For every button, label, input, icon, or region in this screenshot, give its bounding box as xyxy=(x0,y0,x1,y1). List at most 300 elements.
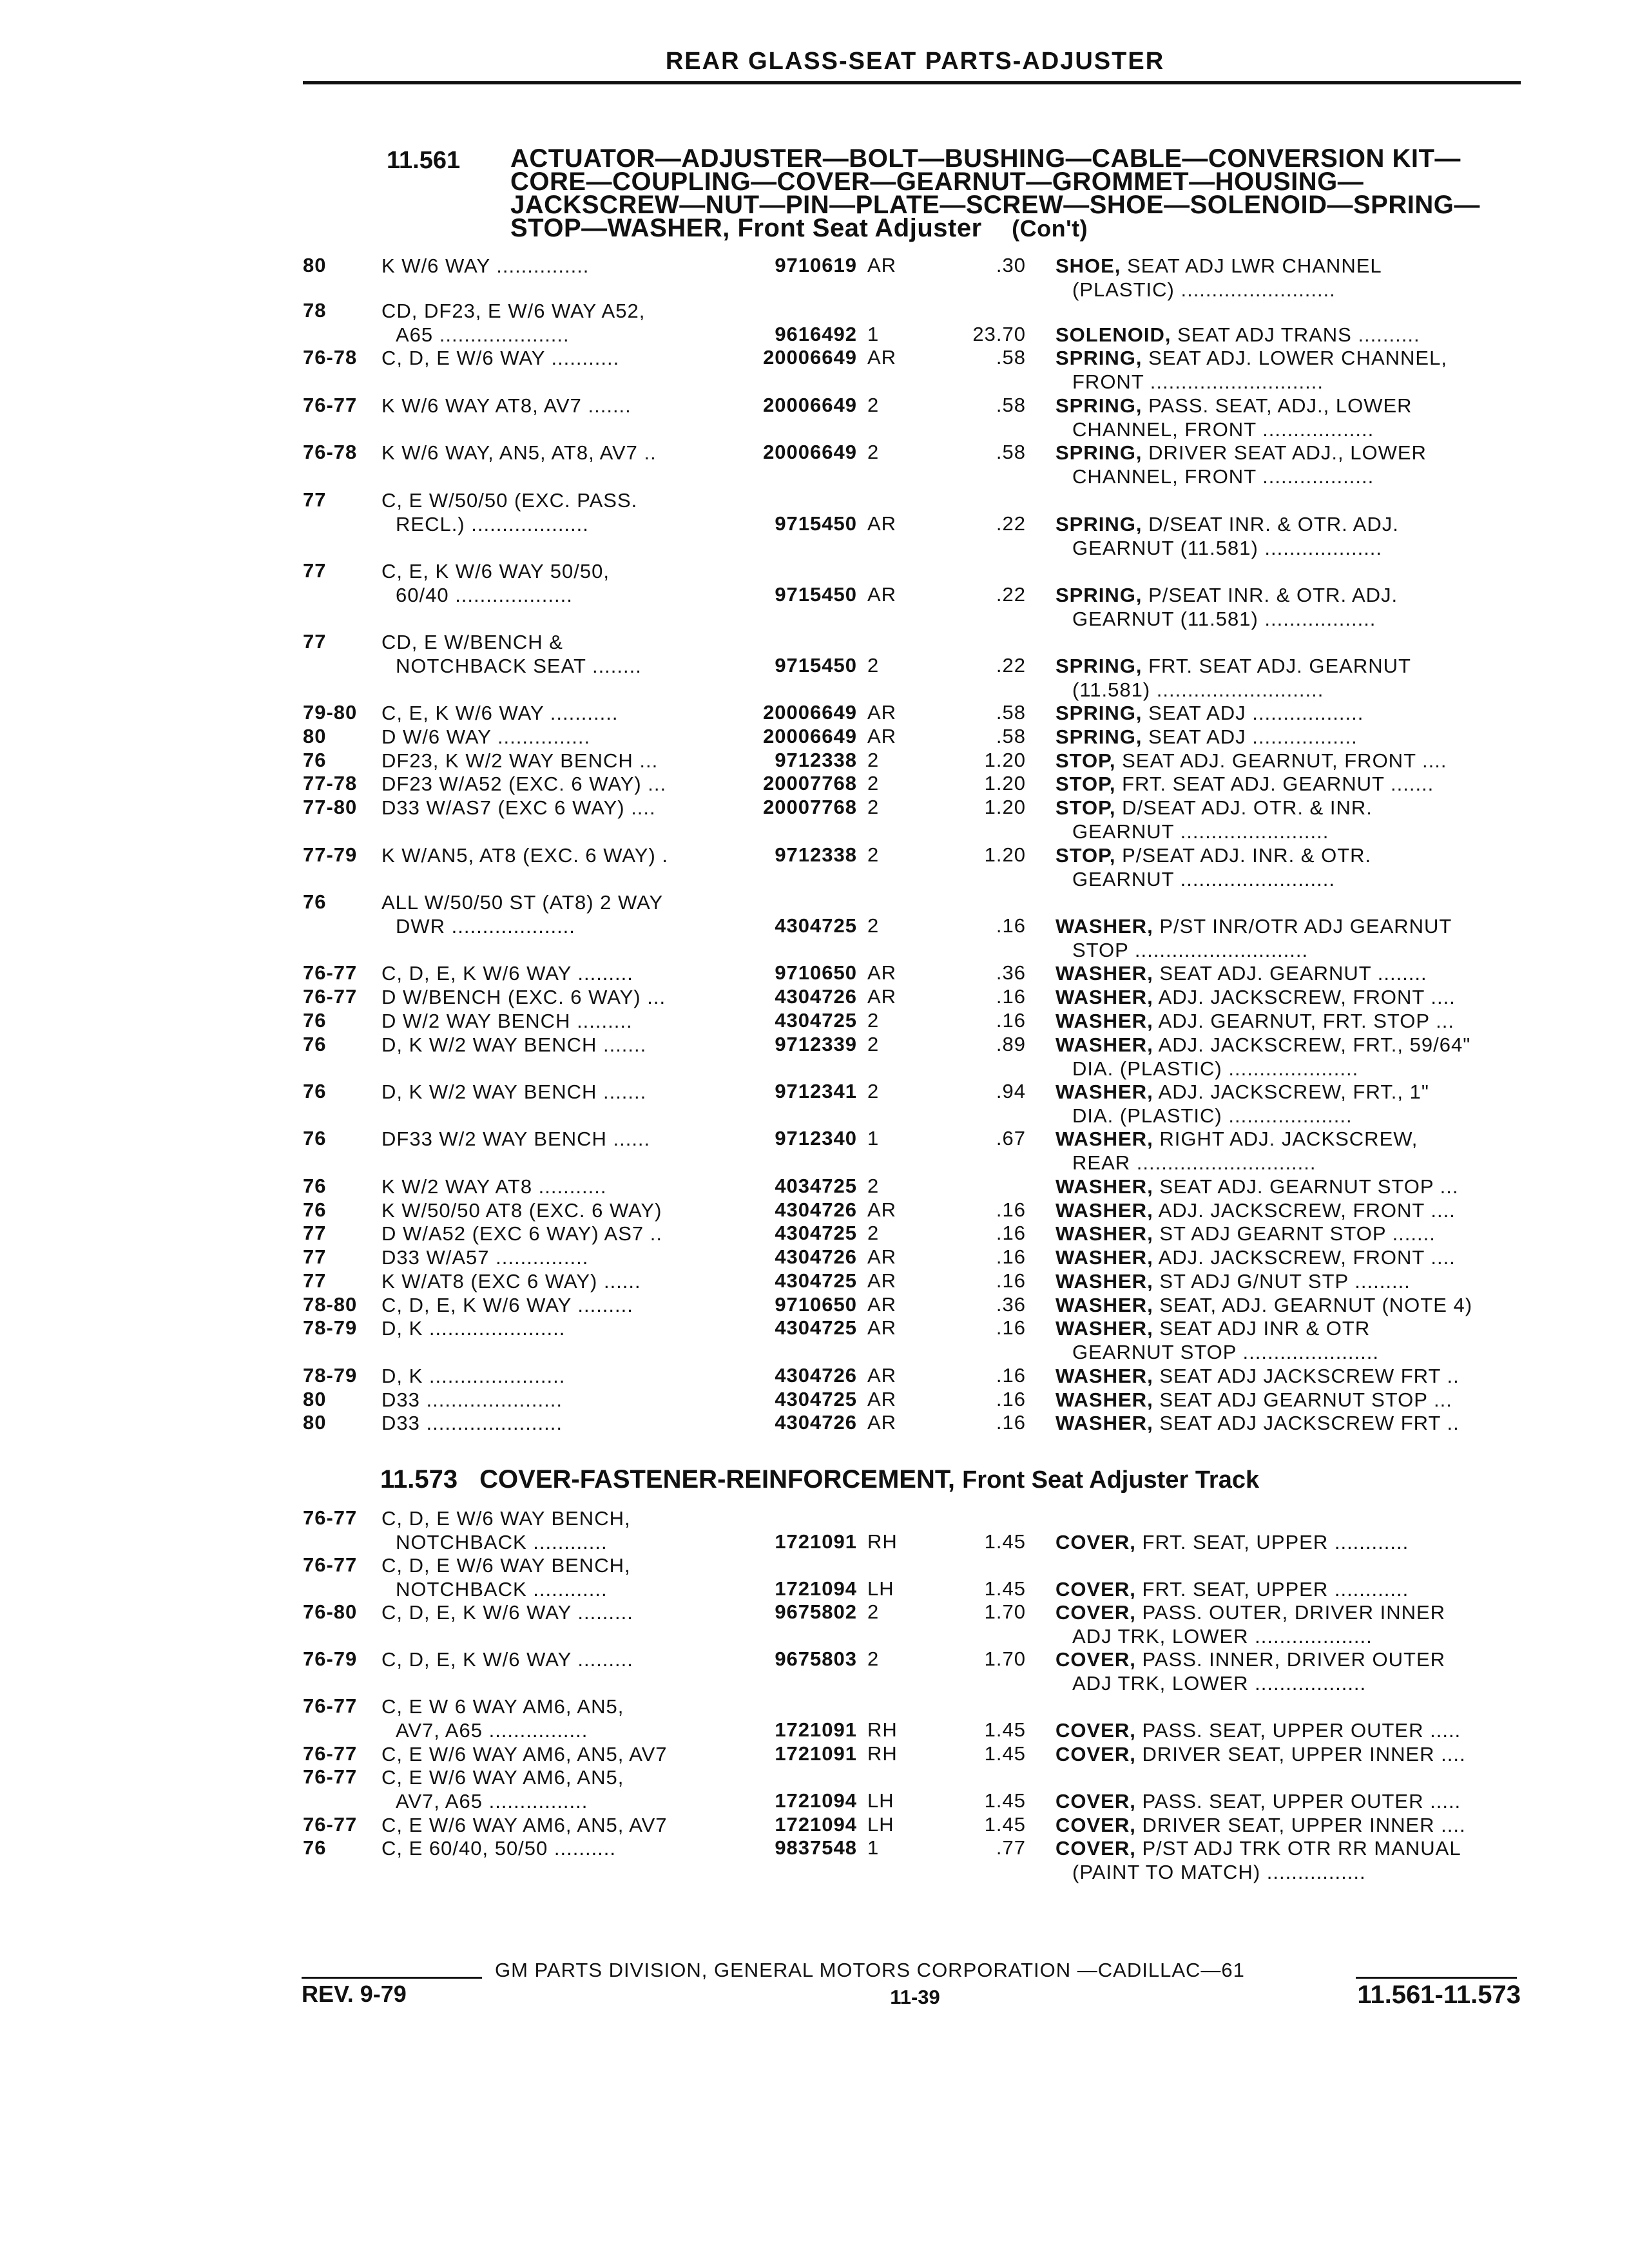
price: .22 xyxy=(996,654,1026,677)
description-keyword: WASHER, xyxy=(1055,1270,1153,1293)
description-keyword: WASHER, xyxy=(1055,1081,1153,1103)
section-title: COVER-FASTENER-REINFORCEMENT, xyxy=(479,1465,955,1494)
description-cell xyxy=(1055,701,1519,725)
description-text: ADJ. JACKSCREW, FRT., 1" xyxy=(1158,1081,1429,1103)
ref-number: 77-79 xyxy=(303,843,358,866)
part-number: 4304726 xyxy=(775,1198,857,1221)
part-number: 9712338 xyxy=(775,749,857,771)
quantity: 2 xyxy=(867,796,880,818)
description-cell xyxy=(1055,961,1519,985)
price: .16 xyxy=(996,1388,1026,1410)
description-text: SEAT ADJ .................. xyxy=(1148,702,1364,724)
description-keyword: WASHER, xyxy=(1055,1010,1153,1032)
header-rule xyxy=(303,81,1521,84)
ref-number: 77-80 xyxy=(303,796,358,818)
description-cell xyxy=(1055,914,1519,962)
section-number: 11.561 xyxy=(387,147,461,174)
description-cell xyxy=(1055,323,1519,347)
application-line: A65 ..................... xyxy=(396,323,570,346)
part-number: 1721091 xyxy=(775,1530,857,1553)
quantity: LH xyxy=(867,1577,894,1600)
description-keyword: WASHER, xyxy=(1055,1294,1153,1316)
quantity: 2 xyxy=(867,1033,880,1055)
price: .58 xyxy=(996,701,1026,724)
ref-number: 80 xyxy=(303,1411,327,1434)
description-keyword: COVER, xyxy=(1055,1790,1136,1812)
price: 1.70 xyxy=(984,1600,1026,1623)
description-continuation: GEARNUT (11.581) .................. xyxy=(1072,608,1376,630)
quantity: RH xyxy=(867,1718,898,1741)
application-line: D W/A52 (EXC 6 WAY) AS7 .. xyxy=(381,1222,662,1245)
footer-rule-right xyxy=(1356,1977,1517,1979)
description-keyword: WASHER, xyxy=(1055,1175,1153,1198)
application-line: CD, DF23, E W/6 WAY A52, xyxy=(381,300,646,322)
quantity: AR xyxy=(867,1198,897,1221)
description-text: SEAT ADJ TRANS .......... xyxy=(1177,323,1420,346)
quantity: 2 xyxy=(867,749,880,771)
description-keyword: COVER, xyxy=(1055,1648,1136,1671)
section-title-suffix: Front Seat Adjuster Track xyxy=(962,1466,1260,1494)
ref-number: 76-77 xyxy=(303,1742,358,1765)
footer-page-number: 11-39 xyxy=(890,1986,940,2008)
quantity: AR xyxy=(867,254,897,276)
price: 1.20 xyxy=(984,843,1026,866)
price: .16 xyxy=(996,1316,1026,1339)
description-cell xyxy=(1055,1245,1519,1269)
description-continuation: DIA. (PLASTIC) .................... xyxy=(1072,1104,1353,1127)
price: .77 xyxy=(996,1836,1026,1859)
application-line: C, E, K W/6 WAY 50/50, xyxy=(381,560,610,582)
table-row xyxy=(0,1695,1629,1746)
section-number: 11.573 xyxy=(380,1465,458,1494)
description-cell xyxy=(1055,725,1519,749)
application-line: D, K W/2 WAY BENCH ....... xyxy=(381,1033,647,1056)
description-cell xyxy=(1055,1033,1519,1081)
description-continuation: CHANNEL, FRONT .................. xyxy=(1072,418,1374,441)
part-number: 4304725 xyxy=(775,1009,857,1032)
description-continuation: GEARNUT STOP ...................... xyxy=(1072,1341,1379,1363)
description-text: DRIVER SEAT, UPPER INNER .... xyxy=(1142,1743,1466,1765)
application-line: K W/6 WAY ............... xyxy=(381,255,590,277)
description-keyword: SPRING, xyxy=(1055,726,1142,748)
description-keyword: SPRING, xyxy=(1055,394,1142,417)
description-text: SEAT ADJ. GEARNUT STOP ... xyxy=(1159,1175,1459,1198)
table-row xyxy=(0,254,1629,305)
application-line: C, D, E W/6 WAY ........... xyxy=(381,347,620,369)
price: 1.45 xyxy=(984,1813,1026,1836)
quantity: 2 xyxy=(867,654,880,677)
quantity: 2 xyxy=(867,394,880,416)
ref-number: 76-77 xyxy=(303,1506,358,1529)
description-text: ADJ. JACKSCREW, FRT., 59/64" xyxy=(1158,1033,1471,1056)
section-title-suffix: (Con't) xyxy=(1012,215,1088,242)
price: .16 xyxy=(996,1222,1026,1244)
table-row xyxy=(0,796,1629,847)
application-line: C, E W/50/50 (EXC. PASS. xyxy=(381,489,638,512)
description-cell xyxy=(1055,1742,1519,1766)
description-text: FRT. SEAT ADJ. GEARNUT ....... xyxy=(1122,773,1434,795)
ref-number: 76 xyxy=(303,1127,327,1149)
price: .36 xyxy=(996,961,1026,984)
ref-number: 76-80 xyxy=(303,1600,358,1623)
part-number: 4034725 xyxy=(775,1175,857,1197)
part-number: 20006649 xyxy=(763,701,857,724)
quantity: AR xyxy=(867,1269,897,1292)
ref-number: 76-77 xyxy=(303,1813,358,1836)
part-number: 9715450 xyxy=(775,583,857,606)
application-line: K W/2 WAY AT8 ........... xyxy=(381,1175,607,1198)
price: .16 xyxy=(996,1198,1026,1221)
footer-rule-left xyxy=(302,1977,482,1979)
part-number: 1721094 xyxy=(775,1577,857,1600)
description-cell xyxy=(1055,1530,1519,1554)
description-keyword: WASHER, xyxy=(1055,962,1153,985)
quantity: 1 xyxy=(867,1836,880,1859)
description-continuation: ADJ TRK, LOWER ................... xyxy=(1072,1625,1373,1648)
page-title: REAR GLASS-SEAT PARTS-ADJUSTER xyxy=(665,48,1165,75)
description-keyword: STOP, xyxy=(1055,796,1116,819)
section-title-line: CORE—COUPLING—COVER—GEARNUT—GROMMET—HOUSING— xyxy=(510,168,1364,196)
quantity: AR xyxy=(867,725,897,747)
table-row xyxy=(0,1411,1629,1463)
description-cell xyxy=(1055,1175,1519,1198)
quantity: AR xyxy=(867,701,897,724)
application-line: D W/6 WAY ............... xyxy=(381,726,591,748)
description-continuation: GEARNUT (11.581) ................... xyxy=(1072,537,1383,559)
part-number: 1721091 xyxy=(775,1718,857,1741)
application-line: D33 W/AS7 (EXC 6 WAY) .... xyxy=(381,796,656,819)
application-line: D, K W/2 WAY BENCH ....... xyxy=(381,1081,647,1103)
section-heading-11573 xyxy=(380,1465,1527,1494)
description-text: FRT. SEAT, UPPER ............ xyxy=(1142,1578,1409,1600)
application-line: D W/BENCH (EXC. 6 WAY) ... xyxy=(381,986,666,1008)
application-line: D, K ...................... xyxy=(381,1317,566,1340)
description-cell xyxy=(1055,654,1519,702)
application-line: D W/2 WAY BENCH ......... xyxy=(381,1010,633,1032)
description-keyword: WASHER, xyxy=(1055,1128,1153,1150)
description-text: PASS. OUTER, DRIVER INNER xyxy=(1142,1601,1446,1624)
quantity: AR xyxy=(867,1364,897,1387)
description-text: PASS. SEAT, UPPER OUTER ..... xyxy=(1142,1790,1461,1812)
description-cell xyxy=(1055,1648,1519,1695)
table-row xyxy=(0,299,1629,351)
quantity: LH xyxy=(867,1813,894,1836)
description-keyword: WASHER, xyxy=(1055,1222,1153,1245)
description-cell xyxy=(1055,1127,1519,1175)
table-row xyxy=(0,843,1629,895)
description-keyword: COVER, xyxy=(1055,1531,1136,1553)
description-keyword: SHOE, xyxy=(1055,255,1121,277)
application-line: C, D, E, K W/6 WAY ......... xyxy=(381,1648,633,1671)
part-number: 20006649 xyxy=(763,441,857,463)
description-cell xyxy=(1055,1293,1519,1317)
part-number: 20006649 xyxy=(763,725,857,747)
description-continuation: (PLASTIC) ......................... xyxy=(1072,278,1336,301)
application-line: DF23 W/A52 (EXC. 6 WAY) ... xyxy=(381,773,667,795)
description-text: ADJ. JACKSCREW, FRONT .... xyxy=(1158,1199,1456,1222)
footer-corporation: GM PARTS DIVISION, GENERAL MOTORS CORPORATION —CADILLAC—61 xyxy=(495,1959,1245,1981)
table-row xyxy=(0,346,1629,398)
description-text: SEAT, ADJ. GEARNUT (NOTE 4) xyxy=(1159,1294,1473,1316)
description-text: ADJ. JACKSCREW, FRONT .... xyxy=(1158,986,1456,1008)
description-continuation: (PAINT TO MATCH) ................ xyxy=(1072,1861,1366,1883)
part-number: 9712340 xyxy=(775,1127,857,1149)
description-keyword: SPRING, xyxy=(1055,347,1142,369)
quantity: 2 xyxy=(867,843,880,866)
quantity: 1 xyxy=(867,323,880,345)
quantity: AR xyxy=(867,1411,897,1434)
part-number: 4304726 xyxy=(775,1245,857,1268)
application-line: C, E W/6 WAY AM6, AN5, xyxy=(381,1766,624,1789)
part-number: 9715450 xyxy=(775,512,857,535)
ref-number: 77 xyxy=(303,1269,327,1292)
application-line: AV7, A65 ................ xyxy=(396,1719,588,1742)
quantity: AR xyxy=(867,1316,897,1339)
price: 1.45 xyxy=(984,1577,1026,1600)
quantity: 1 xyxy=(867,1127,880,1149)
ref-number: 76-78 xyxy=(303,346,358,369)
price: 1.45 xyxy=(984,1789,1026,1812)
description-keyword: COVER, xyxy=(1055,1719,1136,1742)
description-cell xyxy=(1055,1316,1519,1364)
description-text: RIGHT ADJ. JACKSCREW, xyxy=(1159,1128,1418,1150)
price: .58 xyxy=(996,346,1026,369)
description-text: P/ST INR/OTR ADJ GEARNUT xyxy=(1159,915,1452,937)
description-keyword: WASHER, xyxy=(1055,915,1153,937)
price: 1.45 xyxy=(984,1718,1026,1741)
description-keyword: STOP, xyxy=(1055,749,1116,772)
part-number: 1721094 xyxy=(775,1813,857,1836)
ref-number: 77 xyxy=(303,559,327,582)
description-cell xyxy=(1055,1009,1519,1033)
price: .22 xyxy=(996,512,1026,535)
table-row xyxy=(0,394,1629,445)
quantity: AR xyxy=(867,1293,897,1316)
ref-number: 76-77 xyxy=(303,394,358,416)
ref-number: 76-77 xyxy=(303,1765,358,1788)
footer-revision: REV. 9-79 xyxy=(302,1981,407,2007)
price: .36 xyxy=(996,1293,1026,1316)
quantity: 2 xyxy=(867,772,880,794)
price: .89 xyxy=(996,1033,1026,1055)
price: 1.20 xyxy=(984,772,1026,794)
price: 1.20 xyxy=(984,796,1026,818)
description-cell xyxy=(1055,1577,1519,1601)
part-number: 4304725 xyxy=(775,1222,857,1244)
part-number: 9837548 xyxy=(775,1836,857,1859)
application-line: D33 ...................... xyxy=(381,1412,563,1434)
price: .58 xyxy=(996,725,1026,747)
table-row xyxy=(0,441,1629,492)
ref-number: 78-80 xyxy=(303,1293,358,1316)
part-number: 20007768 xyxy=(763,796,857,818)
quantity: AR xyxy=(867,961,897,984)
description-keyword: COVER, xyxy=(1055,1578,1136,1600)
description-text: ST ADJ GEARNT STOP ....... xyxy=(1159,1222,1436,1245)
application-line: C, D, E, K W/6 WAY ......... xyxy=(381,962,633,985)
quantity: 2 xyxy=(867,441,880,463)
description-text: P/SEAT ADJ. INR. & OTR. xyxy=(1122,844,1372,867)
quantity: RH xyxy=(867,1530,898,1553)
quantity: 2 xyxy=(867,1175,880,1197)
part-number: 9715450 xyxy=(775,654,857,677)
description-keyword: WASHER, xyxy=(1055,1199,1153,1222)
price: .16 xyxy=(996,1364,1026,1387)
description-text: PASS. SEAT, UPPER OUTER ..... xyxy=(1142,1719,1461,1742)
description-cell xyxy=(1055,1600,1519,1648)
ref-number: 76 xyxy=(303,1009,327,1032)
part-number: 4304725 xyxy=(775,914,857,937)
table-row xyxy=(0,559,1629,630)
description-text: P/ST ADJ TRK OTR RR MANUAL xyxy=(1142,1837,1461,1860)
description-cell xyxy=(1055,512,1519,560)
description-text: SEAT ADJ. GEARNUT ........ xyxy=(1159,962,1427,985)
description-text: SEAT ADJ LWR CHANNEL xyxy=(1127,255,1382,277)
description-cell xyxy=(1055,985,1519,1009)
ref-number: 78 xyxy=(303,299,327,322)
application-line: D, K ...................... xyxy=(381,1365,566,1387)
price: .16 xyxy=(996,1009,1026,1032)
application-line: C, D, E, K W/6 WAY ......... xyxy=(381,1294,633,1316)
description-cell xyxy=(1055,254,1519,302)
quantity: AR xyxy=(867,1388,897,1410)
application-line: C, D, E W/6 WAY BENCH, xyxy=(381,1554,631,1577)
table-row xyxy=(0,1553,1629,1605)
part-number: 4304725 xyxy=(775,1269,857,1292)
price: 23.70 xyxy=(972,323,1026,345)
description-cell xyxy=(1055,1411,1519,1435)
application-line: RECL.) ................... xyxy=(396,513,589,535)
table-row xyxy=(0,1648,1629,1699)
quantity: 2 xyxy=(867,1222,880,1244)
application-line: DF33 W/2 WAY BENCH ...... xyxy=(381,1128,651,1150)
quantity: AR xyxy=(867,346,897,369)
footer-section-range: 11.561-11.573 xyxy=(1357,1981,1521,2009)
description-text: P/SEAT INR. & OTR. ADJ. xyxy=(1148,584,1398,606)
price: .22 xyxy=(996,583,1026,606)
description-keyword: SPRING, xyxy=(1055,441,1142,464)
ref-number: 77-78 xyxy=(303,772,358,794)
application-line: AV7, A65 ................ xyxy=(396,1790,588,1812)
ref-number: 78-79 xyxy=(303,1316,358,1339)
part-number: 4304726 xyxy=(775,1411,857,1434)
ref-number: 77 xyxy=(303,1245,327,1268)
description-text: ST ADJ G/NUT STP ......... xyxy=(1159,1270,1411,1293)
application-line: 60/40 ................... xyxy=(396,584,573,606)
ref-number: 77 xyxy=(303,630,327,653)
application-line: DF23, K W/2 WAY BENCH ... xyxy=(381,749,659,772)
application-line: CD, E W/BENCH & xyxy=(381,631,563,653)
price: 1.70 xyxy=(984,1648,1026,1670)
application-line: C, E W 6 WAY AM6, AN5, xyxy=(381,1695,624,1718)
description-cell xyxy=(1055,843,1519,891)
description-continuation: ADJ TRK, LOWER .................. xyxy=(1072,1672,1367,1695)
description-keyword: WASHER, xyxy=(1055,1365,1153,1387)
description-keyword: STOP, xyxy=(1055,773,1116,795)
table-row xyxy=(0,630,1629,701)
table-row xyxy=(0,1600,1629,1652)
description-cell xyxy=(1055,441,1519,488)
description-continuation: CHANNEL, FRONT .................. xyxy=(1072,465,1374,488)
description-keyword: WASHER, xyxy=(1055,1246,1153,1269)
ref-number: 76-77 xyxy=(303,1553,358,1576)
description-text: SEAT ADJ GEARNUT STOP ... xyxy=(1159,1389,1452,1411)
application-line: K W/AN5, AT8 (EXC. 6 WAY) . xyxy=(381,844,669,867)
description-text: FRT. SEAT ADJ. GEARNUT xyxy=(1148,655,1411,677)
description-text: SEAT ADJ INR & OTR xyxy=(1159,1317,1371,1340)
quantity: AR xyxy=(867,1245,897,1268)
description-keyword: COVER, xyxy=(1055,1743,1136,1765)
price: 1.45 xyxy=(984,1530,1026,1553)
description-keyword: WASHER, xyxy=(1055,1389,1153,1411)
quantity: LH xyxy=(867,1789,894,1812)
description-cell xyxy=(1055,1269,1519,1293)
price: .16 xyxy=(996,1269,1026,1292)
description-cell xyxy=(1055,1813,1519,1837)
description-cell xyxy=(1055,1388,1519,1412)
description-keyword: WASHER, xyxy=(1055,1033,1153,1056)
quantity: 2 xyxy=(867,1009,880,1032)
table-row xyxy=(0,1080,1629,1131)
quantity: 2 xyxy=(867,1600,880,1623)
application-line: C, D, E, K W/6 WAY ......... xyxy=(381,1601,633,1624)
ref-number: 77 xyxy=(303,488,327,511)
part-number: 9616492 xyxy=(775,323,857,345)
description-keyword: WASHER, xyxy=(1055,986,1153,1008)
section-title-line: ACTUATOR—ADJUSTER—BOLT—BUSHING—CABLE—CONVERSION KIT— xyxy=(510,144,1461,173)
application-line: C, E W/6 WAY AM6, AN5, AV7 xyxy=(381,1743,668,1765)
quantity: 2 xyxy=(867,1080,880,1102)
ref-number: 76 xyxy=(303,1033,327,1055)
price: .58 xyxy=(996,441,1026,463)
application-line: NOTCHBACK ............ xyxy=(396,1578,608,1600)
application-line: D33 ...................... xyxy=(381,1389,563,1411)
ref-number: 76 xyxy=(303,1836,327,1859)
ref-number: 76-77 xyxy=(303,985,358,1008)
description-text: SEAT ADJ. GEARNUT, FRONT .... xyxy=(1122,749,1447,772)
part-number: 1721091 xyxy=(775,1742,857,1765)
section-title-line: JACKSCREW—NUT—PIN—PLATE—SCREW—SHOE—SOLENOID—SPRING— xyxy=(510,191,1480,219)
description-cell xyxy=(1055,394,1519,441)
price: .16 xyxy=(996,985,1026,1008)
description-text: ADJ. JACKSCREW, FRONT .... xyxy=(1158,1246,1456,1269)
part-number: 9712339 xyxy=(775,1033,857,1055)
description-cell xyxy=(1055,583,1519,631)
price: .16 xyxy=(996,914,1026,937)
description-cell xyxy=(1055,1080,1519,1128)
description-cell xyxy=(1055,1789,1519,1813)
description-keyword: COVER, xyxy=(1055,1814,1136,1836)
price: 1.20 xyxy=(984,749,1026,771)
description-continuation: FRONT ............................ xyxy=(1072,370,1324,393)
application-line: C, E W/6 WAY AM6, AN5, AV7 xyxy=(381,1814,668,1836)
application-line: C, E 60/40, 50/50 .......... xyxy=(381,1837,617,1860)
description-cell xyxy=(1055,796,1519,843)
price: .58 xyxy=(996,394,1026,416)
quantity: AR xyxy=(867,512,897,535)
part-number: 4304726 xyxy=(775,985,857,1008)
table-row xyxy=(0,1033,1629,1084)
part-number: 4304726 xyxy=(775,1364,857,1387)
ref-number: 76-78 xyxy=(303,441,358,463)
table-row xyxy=(0,890,1629,961)
description-text: ADJ. GEARNUT, FRT. STOP ... xyxy=(1158,1010,1454,1032)
table-row xyxy=(0,1127,1629,1178)
ref-number: 80 xyxy=(303,1388,327,1410)
table-row xyxy=(0,1506,1629,1558)
description-cell xyxy=(1055,1364,1519,1388)
ref-number: 76 xyxy=(303,1175,327,1197)
